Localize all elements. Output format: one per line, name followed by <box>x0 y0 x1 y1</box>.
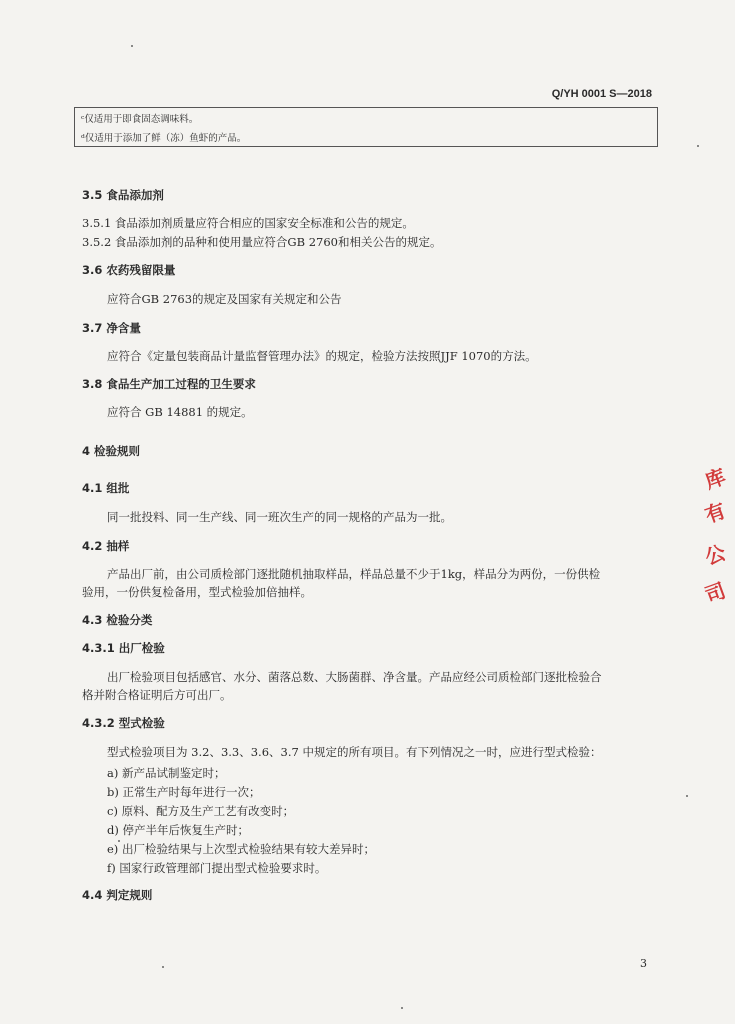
scan-speck <box>118 840 120 842</box>
table-note-c: ᶜ仅适用于即食固态调味料。 <box>81 114 199 125</box>
section-4-4-heading: 4.4 判定规则 <box>82 888 153 902</box>
scan-speck <box>162 966 164 968</box>
section-4-3-2-intro: 型式检验项目为 3.2、3.3、3.6、3.7 中规定的所有项目。有下列情况之一时，应进行型式检验： <box>107 745 602 759</box>
section-3-7-heading: 3.7 净含量 <box>82 321 141 335</box>
table-notes-box <box>74 107 658 147</box>
section-4-3-1-heading: 4.3.1 出厂检验 <box>82 641 165 655</box>
stamp-char: 库 <box>701 464 729 494</box>
stamp-char: 有 <box>701 498 729 528</box>
table-note-d: ᵈ仅适用于添加了鲜（冻）鱼虾的产品。 <box>81 133 247 144</box>
section-4-2-heading: 4.2 抽样 <box>82 539 130 553</box>
section-3-8-text: 应符合 GB 14881 的规定。 <box>107 405 253 419</box>
list-item: a) 新产品试制鉴定时； <box>107 766 226 780</box>
chapter-4-heading: 4 检验规则 <box>82 444 141 458</box>
section-4-2-line-2: 验用，一份供复检备用，型式检验加倍抽样。 <box>82 585 312 599</box>
clause-3-5-2: 3.5.2 食品添加剂的品种和使用量应符合GB 2760和相关公告的规定。 <box>82 235 442 249</box>
section-3-6-text: 应符合GB 2763的规定及国家有关规定和公告 <box>107 292 342 306</box>
red-seal-stamp <box>700 460 729 610</box>
stamp-char: 司 <box>701 578 729 608</box>
list-item: c) 原料、配方及生产工艺有改变时； <box>107 804 295 818</box>
scan-speck <box>697 145 699 147</box>
list-item: b) 正常生产时每年进行一次； <box>107 785 261 799</box>
list-item: d) 停产半年后恢复生产时； <box>107 823 250 837</box>
scan-speck <box>686 795 688 797</box>
section-4-3-heading: 4.3 检验分类 <box>82 613 153 627</box>
section-4-3-1-line-1: 出厂检验项目包括感官、水分、菌落总数、大肠菌群、净含量。产品应经公司质检部门逐批检验合 <box>107 670 602 684</box>
section-4-2-line-1: 产品出厂前，由公司质检部门逐批随机抽取样品，样品总量不少于1kg，样品分为两份，一份供检 <box>107 567 601 581</box>
section-4-3-2-heading: 4.3.2 型式检验 <box>82 716 165 730</box>
scan-speck <box>401 1007 403 1009</box>
section-4-3-1-line-2: 格并附合格证明后方可出厂。 <box>82 688 232 702</box>
section-3-7-text: 应符合《定量包装商品计量监督管理办法》的规定，检验方法按照JJF 1070的方法。 <box>107 349 537 363</box>
clause-3-5-1: 3.5.1 食品添加剂质量应符合相应的国家安全标准和公告的规定。 <box>82 216 414 230</box>
section-4-1-text: 同一批投料、同一生产线、同一班次生产的同一规格的产品为一批。 <box>107 510 452 524</box>
page-number: 3 <box>640 957 647 970</box>
section-3-8-heading: 3.8 食品生产加工过程的卫生要求 <box>82 377 256 391</box>
stamp-char: 公 <box>701 540 729 570</box>
scan-speck <box>131 45 133 47</box>
section-4-1-heading: 4.1 组批 <box>82 481 130 495</box>
list-item: f) 国家行政管理部门提出型式检验要求时。 <box>107 861 327 875</box>
standard-number: Q/YH 0001 S—2018 <box>551 88 652 100</box>
list-item: e) 出厂检验结果与上次型式检验结果有较大差异时； <box>107 842 375 856</box>
section-3-6-heading: 3.6 农药残留限量 <box>82 263 176 277</box>
section-3-5-heading: 3.5 食品添加剂 <box>82 188 164 202</box>
